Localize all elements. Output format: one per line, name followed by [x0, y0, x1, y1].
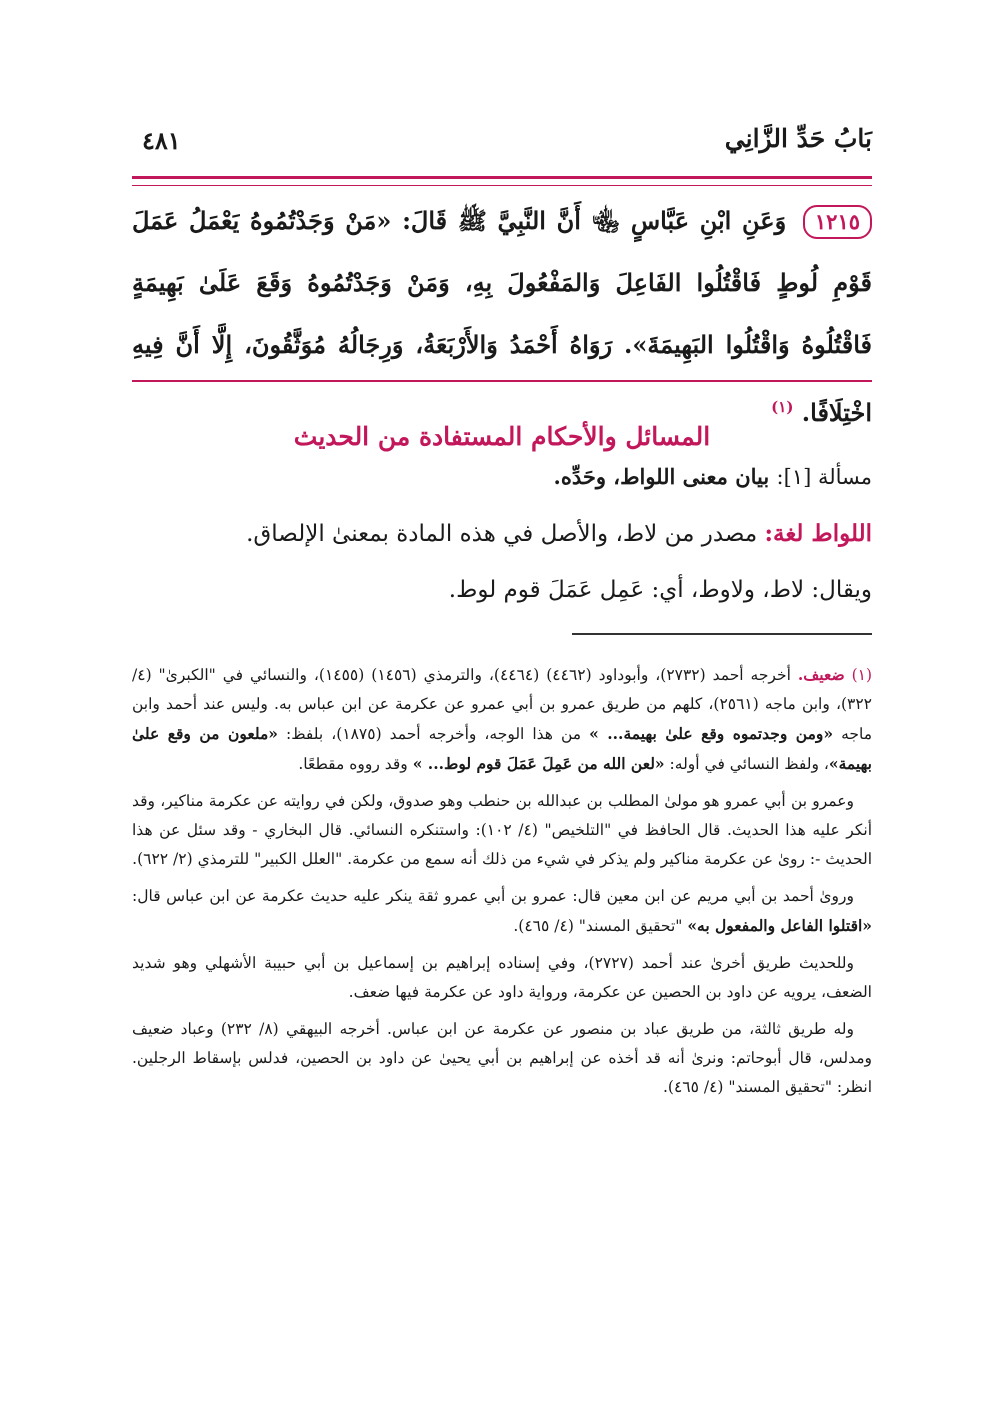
footnote-text: وقد رووه مقطعًا. — [298, 755, 408, 773]
page-number: ٤٨١ — [142, 126, 181, 155]
grading-label: ضعيف. — [797, 665, 845, 684]
footnote-separator — [572, 633, 872, 635]
definition-line-2: ويقال: لاط، ولاوط، أي: عَمِل عَمَلَ قوم لوط. — [448, 577, 872, 603]
footnote-quote: «ومن وجدتموه وقع علىٰ بهيمة... » — [589, 724, 834, 743]
footnote-text: وروىٰ أحمد بن أبي مريم عن ابن معين قال: عمرو بن أبي عمرو ثقة ينكر عليه حديث عكرمة عن ابن عباس قال: — [132, 887, 854, 905]
footnote-1 — [132, 660, 872, 779]
chapter-title: بَابُ حَدِّ الزَّانِي — [724, 124, 872, 153]
footnote-quote: «اقتلوا الفاعل والمفعول به» — [687, 916, 872, 935]
hadith-text: وَعَنِ ابْنِ عَبَّاسٍ ﵄ أَنَّ النَّبِيَّ ﷺ قَالَ: «مَنْ وَجَدْتُمُوهُ يَعْمَلُ عَمَلَ قَوْمِ لُوطٍ فَاقْتُلُوا الفَاعِلَ وَالمَفْعُولَ بِهِ، وَمَنْ وَجَدْتُمُوهُ وَقَعَ عَلَىٰ بَهِيمَةٍ فَاقْتُلُوهُ وَاقْتُلُوا البَهِيمَةَ». رَوَاهُ أَحْمَدُ وَالأَرْبَعَةُ، وَرِجَالُهُ مُوَثَّقُونَ، إِلَّا أَنَّ فِيهِ اخْتِلَافًا. — [132, 206, 872, 427]
footnote-ref: (١) — [771, 398, 794, 416]
footnote-text: "تحقيق المسند" (٤/ ٤٦٥). — [513, 917, 683, 935]
footnote-paragraph-3 — [132, 882, 872, 941]
hadith-number-badge: ١٢١٥ — [803, 205, 872, 239]
issue-heading — [132, 464, 872, 489]
header-double-rule — [132, 176, 872, 186]
issue-label: مسألة [١]: — [776, 465, 872, 489]
footnotes — [132, 660, 872, 1110]
footnote-mark: (١) — [851, 666, 873, 684]
hadith-block — [132, 190, 872, 444]
footnote-paragraph-5: وله طريق ثالثة، من طريق عباد بن منصور عن عكرمة عن ابن عباس. أخرجه البيهقي (٨/ ٢٣٢) وعباد ضعيف ومدلس، قال أبوحاتم: ونرىٰ أنه قد أخذه عن إبراهيم بن أبي يحيىٰ عن داود بن الحصين، فدلس بإسقاط الرجلين. انظر: "تحقيق المسند" (٤/ ٤٦٥). — [132, 1020, 872, 1096]
issue-title: بيان معنى اللواط، وحَدِّه. — [553, 464, 770, 489]
definition-label: اللواط لغة: — [764, 520, 872, 547]
hadith-bottom-rule — [132, 380, 872, 382]
definition-paragraph — [132, 506, 872, 618]
footnote-text: أخرجه أحمد (٢٧٣٢)، وأبوداود (٤٤٦٢) (٤٤٦٤)، والترمذي (١٤٥٦) (١٤٥٥)، والنسائي في "الكبرىٰ" (٤/ ٣٢٢)، وابن ماجه (٢٥٦١)، كلهم من طريق عمرو بن أبي عمرو عن عكرمة عن ابن عباس به. وليس عند أحمد وابن ماجه — [132, 666, 872, 743]
section-title: المسائل والأحكام المستفادة من الحديث — [293, 422, 711, 451]
definition-text: مصدر من لاط، والأصل في هذه المادة بمعنىٰ الإلصاق. — [246, 521, 758, 547]
footnote-paragraph-4: وللحديث طريق أخرىٰ عند أحمد (٢٧٢٧)، وفي إسناده إبراهيم بن إسماعيل بن أبي حبيبة الأشهلي وهو شديد الضعف، يرويه عن داود بن الحصين عن عكرمة، ورواية داود عن عكرمة فيها ضعف. — [132, 954, 872, 1001]
footnote-paragraph-2: وعمرو بن أبي عمرو هو مولىٰ المطلب بن عبدالله بن حنطب وهو صدوق، ولكن في روايته عن عكرمة مناكير، وقد أنكر عليه هذا الحديث. قال الحافظ في "التلخيص" (٤/ ١٠٢): واستنكره النسائي. قال البخاري - وقد سئل عن هذا الحديث -: روىٰ عن عكرمة مناكير ولم يذكر في شيء من ذلك أنه سمع من عكرمة. "العلل الكبير" للترمذي (٢/ ٦٢٢). — [132, 792, 872, 868]
footnote-quote: «لعن الله من عَمِلَ عَمَلَ قوم لوط... » — [412, 754, 665, 773]
footnote-text: ، ولفظ النسائي في أوله: — [669, 755, 829, 773]
page-header — [132, 124, 872, 170]
footnote-quote: «ملعون من وقع علىٰ بهيمة» — [132, 724, 872, 773]
definition-line-1 — [132, 506, 872, 562]
footnote-text: من هذا الوجه، وأخرجه أحمد (١٨٧٥)، بلفظ: — [285, 725, 582, 743]
